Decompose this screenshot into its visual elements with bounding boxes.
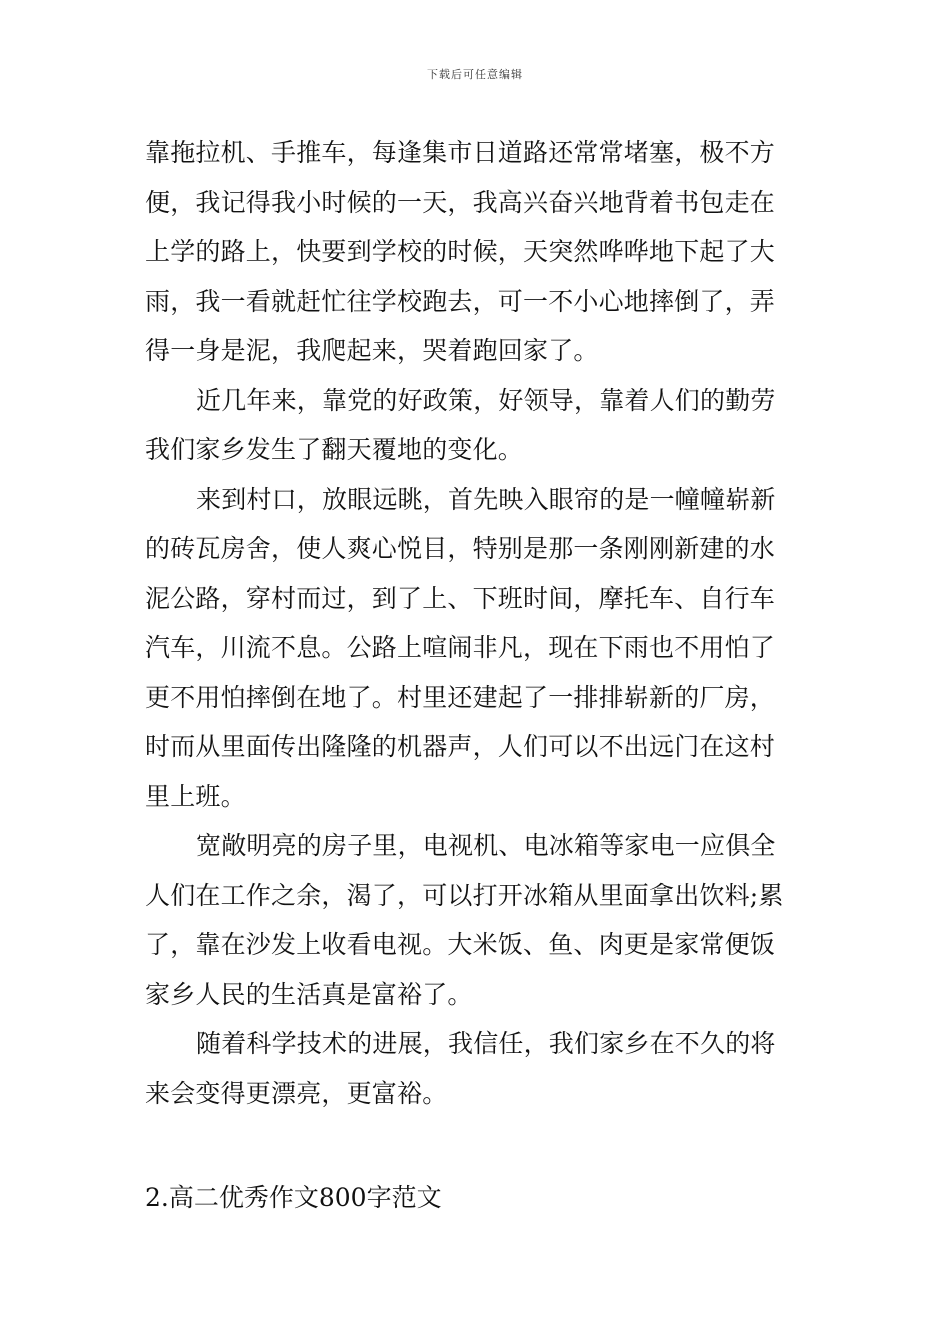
text-line: 得一身是泥，我爬起来，哭着跑回家了。 <box>145 336 599 365</box>
paragraph-first-line: 近几年来，靠党的好政策，好领导，靠着人们的勤劳 <box>196 385 776 415</box>
body-text <box>145 128 807 1118</box>
text-line: 人们在工作之余，渴了，可以打开冰箱从里面拿出饮料;累 <box>145 880 784 910</box>
text-line: 泥公路，穿村而过，到了上、下班时间，摩托车、自行车 <box>145 583 776 613</box>
text-line: 我们家乡发生了翻天覆地的变化。 <box>145 435 524 464</box>
paragraph-first-line: 宽敞明亮的房子里，电视机、电冰箱等家电一应俱全 <box>196 831 776 860</box>
text-line: 雨，我一看就赶忙往学校跑去，可一不小心地摔倒了，弄 <box>145 286 776 316</box>
text-line: 时而从里面传出隆隆的机器声，人们可以不出远门在这村 <box>145 732 776 761</box>
text-line: 来会变得更漂亮，更富裕。 <box>145 1078 448 1108</box>
text-line: 汽车，川流不息。公路上喧闹非凡，现在下雨也不用怕了 <box>145 633 776 662</box>
text-line: 靠拖拉机、手推车，每逢集市日道路还常常堵塞，极不方 <box>145 138 776 167</box>
text-line: 了，靠在沙发上收看电视。大米饭、鱼、肉更是家常便饭 <box>145 930 776 959</box>
text-line: 家乡人民的生活真是富裕了。 <box>145 979 473 1009</box>
section-heading: 2.高二优秀作文800字范文 <box>145 1183 442 1212</box>
header-note: 下载后可任意编辑 <box>427 68 523 81</box>
paragraph-first-line: 来到村口，放眼远眺，首先映入眼帘的是一幢幢崭新 <box>196 484 776 514</box>
paragraph-first-line: 随着科学技术的进展，我信任，我们家乡在不久的将 <box>196 1029 776 1058</box>
text-line: 上学的路上，快要到学校的时候，天突然哗哗地下起了大 <box>145 237 776 266</box>
text-line: 的砖瓦房舍，使人爽心悦目，特别是那一条刚刚新建的水 <box>145 534 776 563</box>
text-line: 里上班。 <box>145 781 246 811</box>
text-line: 更不用怕摔倒在地了。村里还建起了一排排崭新的厂房， <box>145 682 776 712</box>
text-line: 便，我记得我小时候的一天，我高兴奋兴地背着书包走在 <box>145 187 776 217</box>
